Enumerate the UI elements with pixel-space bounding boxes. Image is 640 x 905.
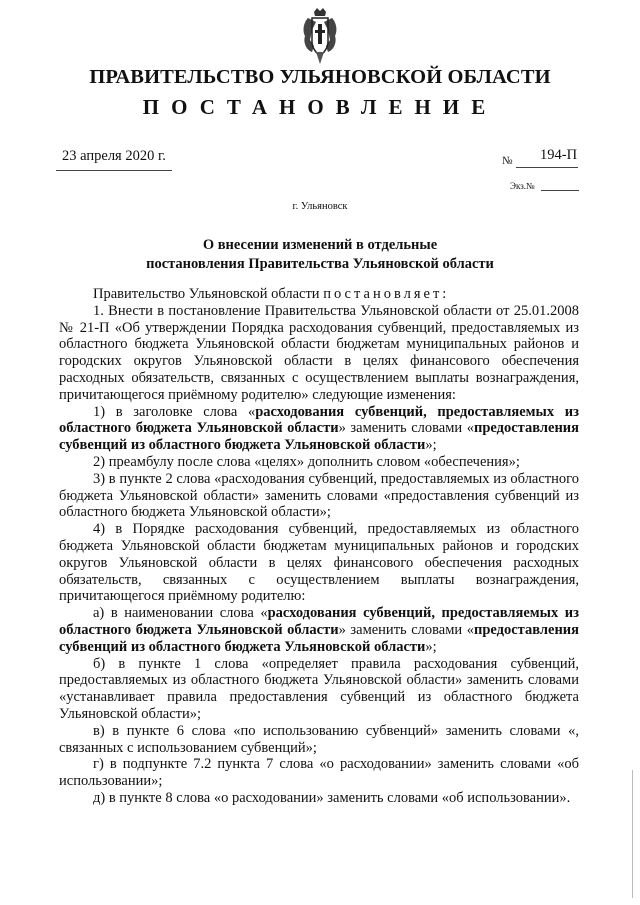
number-sign: № <box>502 155 513 167</box>
clause-1-4-a-part-e: »; <box>425 638 437 655</box>
clause-1-1-part-a: 1) в заголовке слова « <box>93 403 256 420</box>
document-title <box>0 236 640 274</box>
clause-1-4-c: в) в пункте 6 слова «по использованию субвенций» заменить словами «, связанных с использованием субвенций»; <box>59 722 579 756</box>
document-body <box>59 286 579 807</box>
clause-1-4-e: д) в пункте 8 слова «о расходовании» заменить словами «об использовании». <box>93 789 571 806</box>
clause-1-1-part-b: расходования субвенций, предоставляемых из областного бюджета Ульяновской области <box>59 403 579 437</box>
clause-1-3: 3) в пункте 2 слова «расходования субвенций, предоставляемых из областного бюджета Ульяновской области» заменить словами «предоставления субвенций из областного бюджета Ульяновской области»; <box>59 470 579 521</box>
clause-1-4-a-part-c: » заменить словами « <box>338 621 474 638</box>
city-name: г. Ульяновск <box>292 201 348 212</box>
preamble <box>59 286 579 303</box>
document-type: ПОСТАНОВЛЕНИЕ <box>142 95 498 119</box>
copy-label: Экз.№ <box>510 181 535 191</box>
copy-underline <box>541 190 579 191</box>
clause-1-4-d: г) в подпункте 7.2 пункта 7 слова «о расходовании» заменить словами «об использовании»; <box>59 756 579 790</box>
clause-1-4-a-part-d: предоставления субвенций из областного бюджета Ульяновской области <box>59 621 579 655</box>
preamble-resolves: постановляет: <box>323 286 450 302</box>
clause-1-2: 2) преамбулу после слова «целях» дополнить словом «обеспечения»; <box>93 453 520 470</box>
decree-number: 194-П <box>540 147 578 163</box>
date-underline <box>56 170 172 171</box>
clause-1-4-a-part-b: расходования субвенций, предоставляемых из областного бюджета Ульяновской области <box>59 605 579 638</box>
clause-1-4: 4) в Порядке расходования субвенций, предоставляемых из областного бюджета Ульяновской области бюджетам муниципальных районов и городских округов Ульяновской области в целях финансового обеспечения расходных обязательств, связанных с осуществлением выплаты вознаграждения, причитающегося приёмному родителю: <box>59 521 579 605</box>
clause-1-1-part-e: »; <box>425 437 437 454</box>
coat-of-arms-icon <box>300 8 340 64</box>
clause-1: 1. Внести в постановление Правительства Ульяновской области от 25.01.2008 № 21-П «Об утверждении Порядка расходования субвенций, предоставляемых из областного бюджета Ульяновской области бюджетам муниципальных районов и городских округов Ульяновской области в целях финансового обеспечения расходных обязательств, связанных с осуществлением выплаты вознаграждения, причитающегося приёмному родителю» следующие изменения: <box>59 302 579 403</box>
clause-1-4-a <box>59 605 579 655</box>
clause-1-4-a-part-a: а) в наименовании слова « <box>93 605 268 622</box>
government-name: ПРАВИТЕЛЬСТВО УЛЬЯНОВСКОЙ ОБЛАСТИ <box>89 66 551 88</box>
clause-1-1-part-d: предоставления субвенций из областного бюджета Ульяновской области <box>59 420 579 454</box>
preamble-text: Правительство Ульяновской области <box>93 286 324 302</box>
decree-date: 23 апреля 2020 г. <box>62 148 166 164</box>
clause-1-1 <box>59 404 579 454</box>
clause-1-4-b: б) в пункте 1 слова «определяет правила расходования субвенций, предоставляемых из областного бюджета Ульяновской области» заменить словами «устанавливает правила предоставления субвенций из областного бюджета Ульяновской области»; <box>59 655 579 722</box>
title-line-2: постановления Правительства Ульяновской области <box>146 256 494 272</box>
number-underline <box>516 167 578 168</box>
title-line-1: О внесении изменений в отдельные <box>202 237 438 253</box>
scan-edge-line <box>632 770 633 898</box>
clause-1-1-part-c: » заменить словами « <box>338 420 474 437</box>
